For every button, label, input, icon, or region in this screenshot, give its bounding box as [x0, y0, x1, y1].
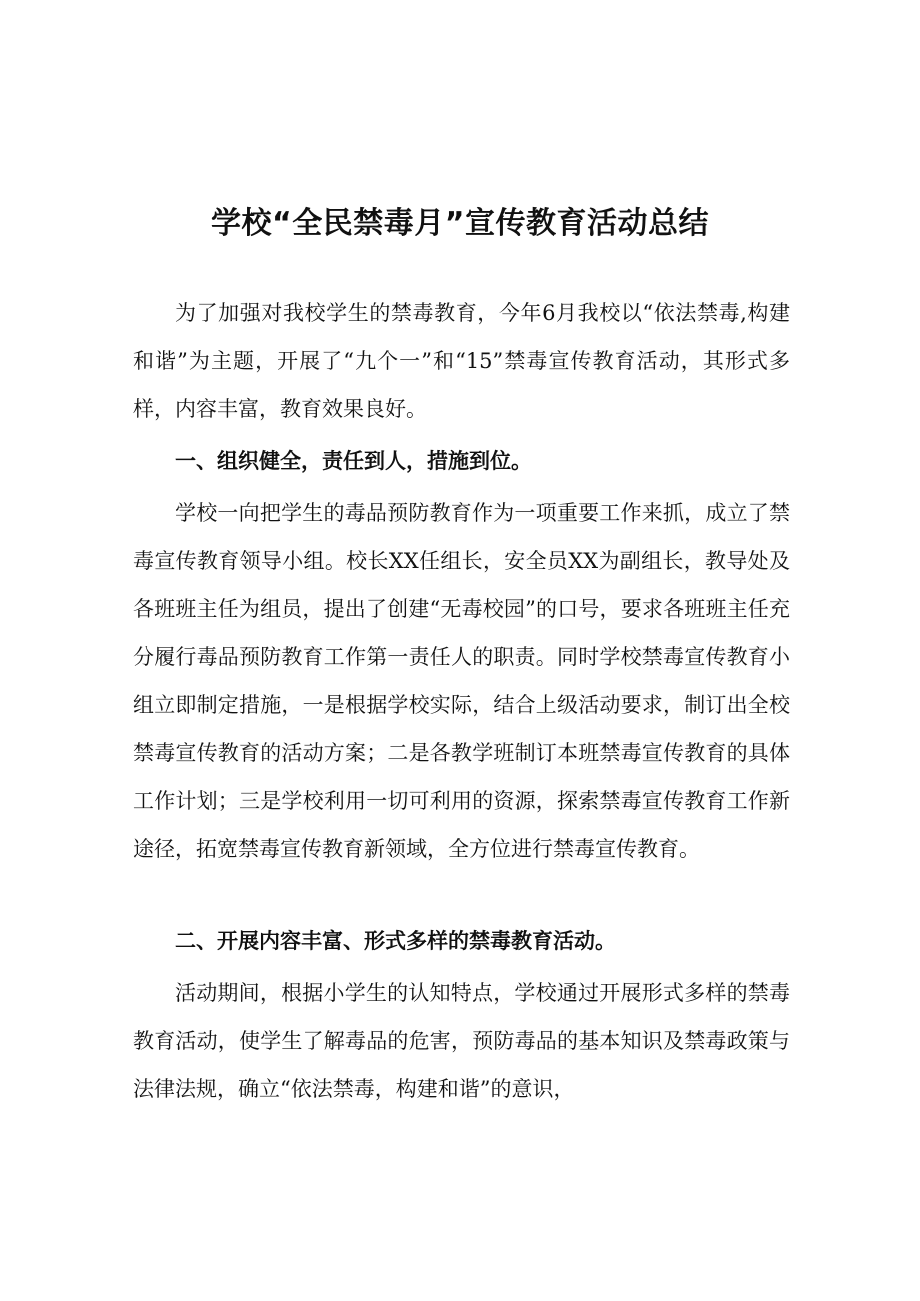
intro-paragraph: 为了加强对我校学生的禁毒教育，今年6月我校以“依法禁毒,构建和谐”为主题，开展了“九个一”和“15”禁毒宣传教育活动，其形式多样，内容丰富，教育效果良好。 [133, 301, 790, 421]
section-paragraph-2: 活动期间，根据小学生的认知特点，学校通过开展形式多样的禁毒教育活动，使学生了解毒品的危害，预防毒品的基本知识及禁毒政策与法律法规，确立“依法禁毒，构建和谐”的意识， [133, 981, 790, 1101]
section-heading-2: 二、开展内容丰富、形式多样的禁毒教育活动。 [175, 929, 616, 953]
section-heading-1: 一、组织健全，责任到人，措施到位。 [175, 449, 532, 473]
document-title: 学校“全民禁毒月”宣传教育活动总结 [211, 206, 709, 241]
section-paragraph-1: 学校一向把学生的毒品预防教育作为一项重要工作来抓，成立了禁毒宣传教育领导小组。校长XX任组长，安全员XX为副组长，教导处及各班班主任为组员，提出了创建“无毒校园”的口号，要求各班班主任充分履行毒品预防教育工作第一责任人的职责。同时学校禁毒宣传教育小组立即制定措施，一是根据学校实际，结合上级活动要求，制订出全校禁毒宣传教育的活动方案；二是各教学班制订本班禁毒宣传教育的具体工作计划；三是学校利用一切可利用的资源，探索禁毒宣传教育工作新途径，拓宽禁毒宣传教育新领域，全方位进行禁毒宣传教育。 [133, 501, 790, 861]
